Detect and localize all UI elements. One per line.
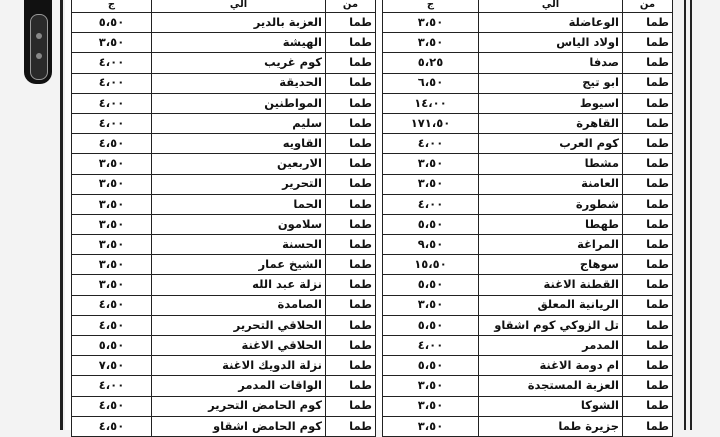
from-cell: طما [623, 356, 673, 376]
binder-hole-top [36, 33, 42, 39]
table-row [383, 336, 673, 356]
price-cell: ٤،٠٠ [72, 73, 152, 93]
table-row [383, 295, 673, 315]
destination-cell: المدمر [479, 336, 623, 356]
destination-cell: ام دومة الاغنة [479, 356, 623, 376]
price-cell: ٤،٥٠ [72, 416, 152, 436]
price-cell: ٣،٥٠ [72, 235, 152, 255]
table-row [72, 255, 376, 275]
price-cell: ١٤،٠٠ [383, 93, 479, 113]
table-row [72, 13, 376, 33]
from-cell: طما [326, 13, 376, 33]
destination-cell: تل الزوكي كوم اشقاو [479, 315, 623, 335]
from-cell: طما [623, 235, 673, 255]
table-row [72, 235, 376, 255]
right-border-line-outer [690, 0, 692, 430]
from-cell: طما [623, 396, 673, 416]
from-cell: طما [326, 53, 376, 73]
from-cell: طما [623, 53, 673, 73]
table-header-row [383, 0, 673, 13]
from-cell: طما [326, 376, 376, 396]
binder-ring [30, 14, 48, 80]
from-cell: طما [623, 336, 673, 356]
header-price: ج [383, 0, 479, 13]
from-cell: طما [623, 33, 673, 53]
table-row [72, 73, 376, 93]
destination-cell: جزيرة طما [479, 416, 623, 436]
fare-table-right [382, 0, 673, 437]
price-cell: ٤،٠٠ [383, 336, 479, 356]
from-cell: طما [623, 214, 673, 234]
from-cell: طما [623, 154, 673, 174]
from-cell: طما [326, 174, 376, 194]
table-row [72, 93, 376, 113]
from-cell: طما [623, 315, 673, 335]
price-cell: ٣،٥٠ [383, 13, 479, 33]
from-cell: طما [326, 336, 376, 356]
from-cell: طما [623, 134, 673, 154]
from-cell: طما [623, 376, 673, 396]
from-cell: طما [326, 235, 376, 255]
header-to: الي [479, 0, 623, 13]
destination-cell: كوم غريب [152, 53, 326, 73]
from-cell: طما [623, 174, 673, 194]
price-cell: ٤،٠٠ [72, 93, 152, 113]
destination-cell: الحما [152, 194, 326, 214]
from-cell: طما [326, 275, 376, 295]
destination-cell: الشوكا [479, 396, 623, 416]
destination-cell: الواقات المدمر [152, 376, 326, 396]
header-to: الي [152, 0, 326, 13]
table-row [383, 356, 673, 376]
price-cell: ٣،٥٠ [383, 174, 479, 194]
destination-cell: الحلاقي الاغنة [152, 336, 326, 356]
table-row [383, 194, 673, 214]
from-cell: طما [623, 113, 673, 133]
destination-cell: المراغة [479, 235, 623, 255]
from-cell: طما [623, 194, 673, 214]
destination-cell: كوم العرب [479, 134, 623, 154]
table-row [383, 13, 673, 33]
price-cell: ٣،٥٠ [383, 376, 479, 396]
destination-cell: الهيشة [152, 33, 326, 53]
from-cell: طما [326, 315, 376, 335]
from-cell: طما [326, 214, 376, 234]
table-row [72, 113, 376, 133]
destination-cell: سلامون [152, 214, 326, 234]
from-cell: طما [326, 93, 376, 113]
fare-table-left [71, 0, 376, 437]
table-row [72, 396, 376, 416]
destination-cell: الوعاضلة [479, 13, 623, 33]
table-header-row [72, 0, 376, 13]
price-cell: ٥،٥٠ [383, 275, 479, 295]
table-row [72, 295, 376, 315]
from-cell: طما [623, 275, 673, 295]
destination-cell: المواطنين [152, 93, 326, 113]
price-cell: ٧،٥٠ [72, 356, 152, 376]
price-cell: ٣،٥٠ [72, 255, 152, 275]
price-cell: ٣،٥٠ [72, 33, 152, 53]
price-cell: ٥،٥٠ [383, 214, 479, 234]
table-row [383, 275, 673, 295]
price-cell: ٥،٥٠ [383, 356, 479, 376]
table-row [72, 275, 376, 295]
table-row [72, 134, 376, 154]
price-cell: ٣،٥٠ [72, 214, 152, 234]
price-cell: ٥،٥٠ [72, 13, 152, 33]
destination-cell: الحديقة [152, 73, 326, 93]
table-row [383, 134, 673, 154]
destination-cell: سليم [152, 113, 326, 133]
destination-cell: الحلاقي التحرير [152, 315, 326, 335]
from-cell: طما [326, 255, 376, 275]
destination-cell: كوم الحامض اشقاو [152, 416, 326, 436]
binder-clip [24, 0, 52, 84]
price-cell: ٦،٥٠ [383, 73, 479, 93]
table-row [383, 235, 673, 255]
table-row [383, 93, 673, 113]
from-cell: طما [326, 113, 376, 133]
header-price: ج [72, 0, 152, 13]
table-row [383, 396, 673, 416]
table-row [383, 315, 673, 335]
price-cell: ١٥،٥٠ [383, 255, 479, 275]
header-from: من [623, 0, 673, 13]
price-cell: ٩،٥٠ [383, 235, 479, 255]
destination-cell: العزبة بالدير [152, 13, 326, 33]
price-cell: ٣،٥٠ [72, 275, 152, 295]
price-cell: ٣،٥٠ [72, 194, 152, 214]
table-row [72, 376, 376, 396]
table-row [72, 315, 376, 335]
price-cell: ٣،٥٠ [383, 396, 479, 416]
from-cell: طما [326, 295, 376, 315]
destination-cell: القطنة الاغنة [479, 275, 623, 295]
destination-cell: الشيخ عمار [152, 255, 326, 275]
price-cell: ٣،٥٠ [383, 33, 479, 53]
from-cell: طما [623, 255, 673, 275]
price-cell: ٤،٥٠ [72, 396, 152, 416]
price-cell: ٣،٥٠ [383, 154, 479, 174]
destination-cell: ابو تيج [479, 73, 623, 93]
destination-cell: العامنة [479, 174, 623, 194]
price-cell: ٤،٥٠ [72, 134, 152, 154]
destination-cell: القاهرة [479, 113, 623, 133]
table-row [383, 174, 673, 194]
destination-cell: مشطا [479, 154, 623, 174]
right-border-line [684, 0, 686, 430]
price-cell: ٤،٠٠ [72, 376, 152, 396]
left-border-line [60, 0, 63, 430]
price-cell: ٤،٥٠ [72, 315, 152, 335]
destination-cell: الاربعين [152, 154, 326, 174]
price-cell: ٤،٠٠ [383, 134, 479, 154]
price-cell: ١٧١،٥٠ [383, 113, 479, 133]
price-cell: ٣،٥٠ [383, 416, 479, 436]
table-row [72, 214, 376, 234]
from-cell: طما [326, 396, 376, 416]
table-row [383, 376, 673, 396]
table-row [72, 154, 376, 174]
from-cell: طما [623, 13, 673, 33]
from-cell: طما [326, 73, 376, 93]
table-row [72, 33, 376, 53]
document-sheet [65, 0, 673, 433]
price-cell: ٤،٠٠ [383, 194, 479, 214]
table-row [383, 73, 673, 93]
table-row [383, 416, 673, 436]
table-row [383, 53, 673, 73]
destination-cell: طهطا [479, 214, 623, 234]
binder-hole-bottom [36, 53, 42, 59]
table-row [383, 214, 673, 234]
table-row [72, 416, 376, 436]
table-row [72, 174, 376, 194]
price-cell: ٣،٥٠ [72, 174, 152, 194]
header-from: من [326, 0, 376, 13]
table-row [383, 113, 673, 133]
from-cell: طما [326, 134, 376, 154]
destination-cell: القاويه [152, 134, 326, 154]
destination-cell: الصامدة [152, 295, 326, 315]
table-row [383, 154, 673, 174]
from-cell: طما [623, 73, 673, 93]
table-row [72, 194, 376, 214]
table-row [72, 356, 376, 376]
price-cell: ٤،٠٠ [72, 113, 152, 133]
price-cell: ٥،٥٠ [72, 336, 152, 356]
from-cell: طما [326, 33, 376, 53]
price-cell: ٥،٢٥ [383, 53, 479, 73]
price-cell: ٥،٥٠ [383, 315, 479, 335]
table-row [383, 33, 673, 53]
price-cell: ٤،٠٠ [72, 53, 152, 73]
price-cell: ٣،٥٠ [72, 154, 152, 174]
destination-cell: صدفا [479, 53, 623, 73]
price-cell: ٤،٥٠ [72, 295, 152, 315]
from-cell: طما [623, 93, 673, 113]
destination-cell: التحرير [152, 174, 326, 194]
from-cell: طما [623, 416, 673, 436]
destination-cell: شطورة [479, 194, 623, 214]
from-cell: طما [326, 416, 376, 436]
destination-cell: نزلة الدويك الاغنة [152, 356, 326, 376]
destination-cell: سوهاج [479, 255, 623, 275]
table-row [72, 336, 376, 356]
from-cell: طما [623, 295, 673, 315]
destination-cell: اولاد الياس [479, 33, 623, 53]
destination-cell: كوم الحامض التحرير [152, 396, 326, 416]
destination-cell: الريانية المعلق [479, 295, 623, 315]
table-row [383, 255, 673, 275]
destination-cell: الحسنة [152, 235, 326, 255]
destination-cell: اسيوط [479, 93, 623, 113]
table-row [72, 53, 376, 73]
destination-cell: نزلة عبد الله [152, 275, 326, 295]
price-cell: ٣،٥٠ [383, 295, 479, 315]
from-cell: طما [326, 194, 376, 214]
destination-cell: العزبة المستجدة [479, 376, 623, 396]
from-cell: طما [326, 356, 376, 376]
from-cell: طما [326, 154, 376, 174]
